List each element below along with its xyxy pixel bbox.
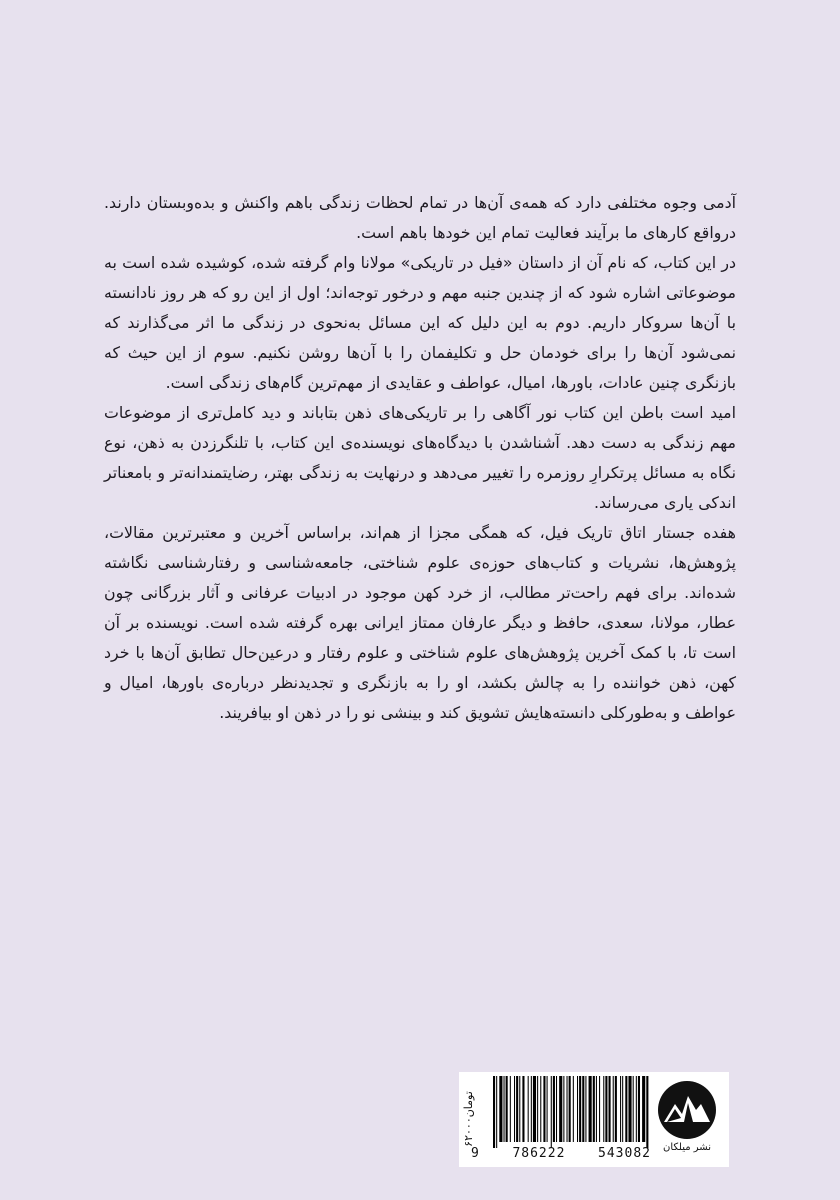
barcode-bar (646, 1076, 648, 1148)
barcode-bar (551, 1076, 552, 1148)
barcode-panel (459, 1072, 729, 1167)
isbn-group-2: 543082 (598, 1146, 651, 1161)
price-label: ۶۲۰۰۰تومان (462, 1091, 475, 1147)
paragraph-4: هفده جستار اتاق تاریک فیل، که همگی مجزا از هم‌اند، براساس آخرین و معتبرترین مقالات، پژوهش‌ها، نشریات و کتاب‌های حوزه‌ی علوم شناختی، جامعه‌شناسی و رفتارشناسی نگاشته شده‌اند. برای فهم راحت‌تر مطالب، از خرد کهن موجود در ادبیات عرفانی و آثار بزرگانی چون عطار، مولانا، سعدی، حافظ و دیگر عارفان ممتاز ایرانی بهره گرفته شده است. نویسنده بر آن است تا، با کمک آخرین پژوهش‌های علوم شناختی و علوم رفتار و درعین‌حال تطابق آن‌ها با خرد کهن، ذهن خواننده را به چالش بکشد، او را به بازنگری و تجدیدنظر درباره‌ی باورها، امیال و عواطف و به‌طورکلی دانسته‌هایش تشویق کند و بینشی نو را در ذهن او بیافریند. (104, 523, 736, 722)
barcode-bar (528, 1076, 529, 1142)
barcode-bar (582, 1076, 584, 1142)
barcode-bar (510, 1076, 511, 1142)
barcode-bar (533, 1076, 536, 1142)
barcode-bar (609, 1076, 611, 1142)
isbn-first-digit: 9 (471, 1146, 480, 1161)
barcode-bar (553, 1076, 555, 1142)
isbn-group-1: 786222 (512, 1146, 566, 1161)
paragraph-3: امید است باطن این کتاب نور آگاهی را بر تاریکی‌های ذهن بتاباند و دید کامل‌تری از موضوعات مهم زندگی به دست دهد. آشناشدن با دیدگاه‌های نویسنده‌ی این کتاب، با تلنگرزدن به ذهن، نوع نگاه به مسائل پرتکرارِ روزمره را تغییر می‌دهد و درنهایت به زندگی بهتر، رضایتمندانه‌تر و بامعناتر اندکی یاری می‌رساند. (104, 403, 736, 512)
paragraph-1: آدمی وجوه مختلفی دارد که همه‌ی آن‌ها در تمام لحظات زندگی باهم واکنش و بده‌وبستان دارند. درواقع کارهای ما برآیند فعالیت تمام این خودها باهم است. (104, 193, 736, 242)
barcode-bar (622, 1076, 623, 1142)
barcode-bar (605, 1076, 607, 1142)
barcode-bar (638, 1076, 640, 1142)
barcode-bar (567, 1076, 568, 1142)
paragraph-2: در این کتاب، که نام آن از داستان «فیل در تاریکی» مولانا وام گرفته شده، کوشیده شده است به موضوعاتی اشاره شود که از چندین جنبه مهم و درخور توجه‌اند؛ اول از این رو که هر روز نادانسته با آن‌ها سروکار داریم. دوم به این دلیل که این مسائل به‌نحوی در زندگی ما اثر می‌گذارند که نمی‌شود آن‌ها را برای خودمان حل و تکلیفمان را با آن‌ها روشن نکنیم. سوم از این حیث که بازنگری چنین عادات، باورها، امیال، عواطف و عقایدی از مهم‌ترین گام‌های زندگی است. (104, 253, 736, 392)
barcode-bar (620, 1076, 621, 1142)
barcode-bar (556, 1076, 557, 1142)
barcode-bar (516, 1076, 518, 1142)
publisher-name: نشر میلکان (663, 1142, 711, 1153)
barcode-bar (596, 1076, 597, 1142)
barcode-bar (579, 1076, 581, 1142)
barcode-bar (603, 1076, 604, 1142)
barcode-bar (540, 1076, 541, 1142)
barcode-bar (499, 1076, 502, 1142)
barcode-bar (547, 1076, 548, 1142)
barcode-bar (563, 1076, 564, 1142)
barcode-bar (577, 1076, 578, 1142)
barcode-bar (628, 1076, 631, 1142)
barcode-bar (642, 1076, 645, 1142)
barcode-bar (531, 1076, 532, 1142)
barcode-bar (504, 1076, 505, 1142)
barcode-bar (493, 1076, 495, 1148)
barcode-bar (543, 1076, 545, 1142)
barcode-bar (522, 1076, 524, 1142)
barcode-bar (593, 1076, 595, 1142)
isbn-barcode (491, 1076, 651, 1148)
barcode-bar (599, 1076, 600, 1142)
barcode-bar (569, 1076, 571, 1142)
barcode-bar (589, 1076, 592, 1142)
barcode-bar (519, 1076, 520, 1142)
barcode-bar (506, 1076, 508, 1142)
back-cover-text (104, 188, 736, 728)
barcode-bar (496, 1076, 497, 1148)
barcode-bar (615, 1076, 617, 1142)
barcode-bar (514, 1076, 515, 1142)
barcode-bar (537, 1076, 538, 1142)
barcode-bar (633, 1076, 634, 1142)
barcode-bar (636, 1076, 637, 1142)
barcode-bar (625, 1076, 627, 1142)
barcode-bar (559, 1076, 562, 1142)
barcode-bar (573, 1076, 574, 1142)
barcode-bar (585, 1076, 586, 1142)
isbn-number (471, 1146, 651, 1161)
barcode-bar (613, 1076, 614, 1142)
